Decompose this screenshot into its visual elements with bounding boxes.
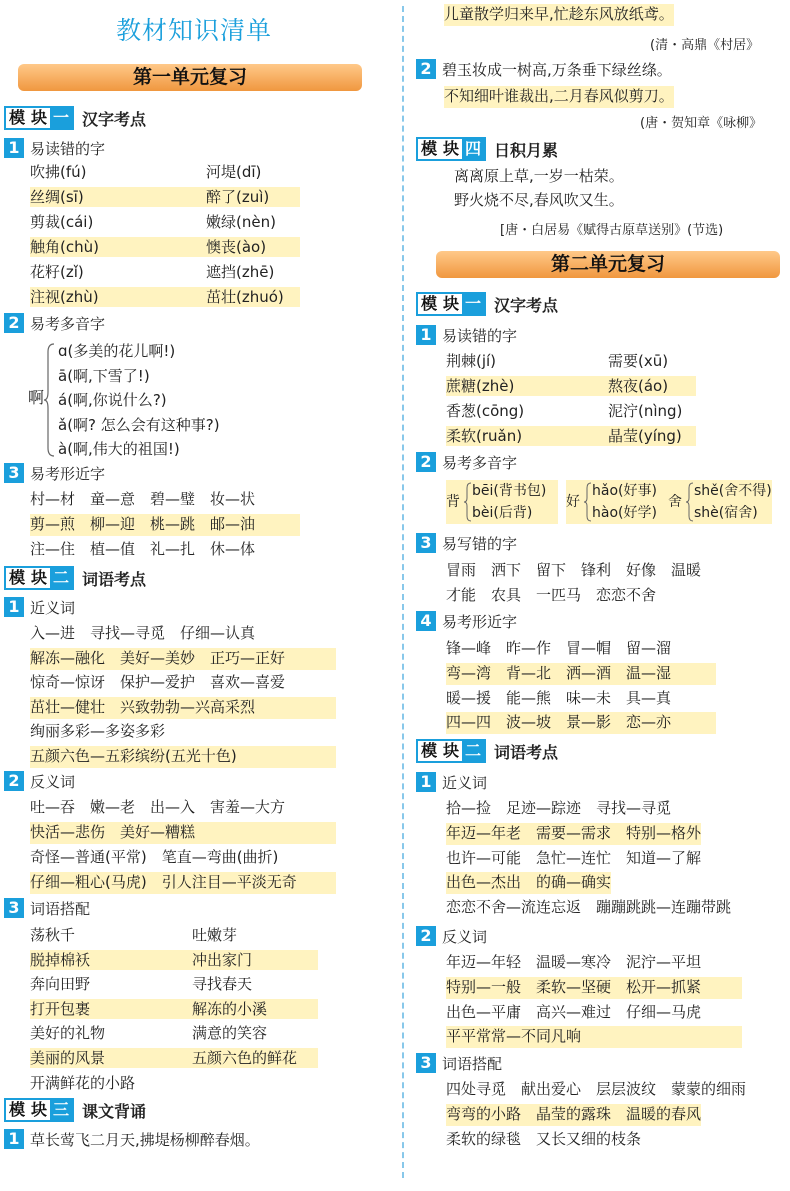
text-line: 冲出家门 [192, 950, 253, 969]
text-line: 河堤(dī) [206, 163, 262, 181]
text-line: 注—住 植—值 礼—扎 休—体 [30, 540, 256, 558]
text-line: 花籽(zǐ) [30, 263, 84, 281]
text-line: 熬夜(áo) [608, 377, 669, 395]
text-line: hào(好学) [592, 505, 657, 521]
text-line: 美丽的风景 [30, 1049, 106, 1067]
u1m1-s2-header: 2 易考多音字 [4, 312, 105, 334]
u1m1-s1-header: 1 易读错的字 [4, 137, 105, 159]
module-title: 词语考点 [82, 569, 147, 589]
poem-source: (唐・贺知章《咏柳》 [640, 116, 763, 131]
unit2-module1-header [416, 291, 558, 317]
text-line: 五颜六色—五彩缤纷(五光十色) [30, 746, 336, 768]
module-title: 汉字考点 [82, 109, 147, 129]
u2m1-s4-header: 4 易考形近字 [416, 610, 517, 632]
column-divider [402, 6, 404, 1178]
module-label: 模 块 二 [4, 566, 74, 590]
text-line: à(啊,伟大的祖国!) [58, 440, 180, 458]
module4-header [416, 136, 558, 162]
text-line: hǎo(好事) [592, 483, 657, 499]
poem-source: [唐・白居易《赋得古原草送别》(节选) [500, 223, 724, 238]
text-line: 恋恋不舍—流连忘返 蹦蹦跳跳—连蹦带跳 [446, 898, 732, 917]
text-line: 丝绸(sī) [30, 188, 84, 206]
text-line: 吐—吞 嫩—老 出—入 害羞—大方 [30, 798, 286, 816]
text-line: 荡秋千 [30, 926, 76, 944]
unit1-banner: 第一单元复习 [18, 64, 362, 91]
text-line: 奇怪—普通(平常) 笔直—弯曲(曲折) [30, 848, 279, 866]
u2m1-s1-header: 1 易读错的字 [416, 324, 517, 346]
text-line: 四处寻觅 献出爱心 层层波纹 蒙蒙的细雨 [446, 1080, 747, 1098]
text-line: 茁壮(zhuó) [206, 288, 284, 306]
text-line: 拾—捡 足迹—踪迹 寻找—寻觅 [446, 799, 672, 817]
unit1-module3-header [4, 1097, 146, 1123]
text-line: 冒雨 洒下 留下 锋利 好像 温暖 [446, 561, 702, 579]
module-title: 课文背诵 [82, 1101, 147, 1121]
text-line: shè(宿舍) [694, 505, 758, 521]
u2m2-s3-header: 3 词语搭配 [416, 1052, 502, 1074]
brace-icon [584, 482, 592, 522]
module-title: 日积月累 [494, 140, 559, 160]
poem-line: 儿童散学归来早,忙趁东风放纸鸢。 [444, 4, 674, 26]
poem2: 2 碧玉妆成一树高,万条垂下绿丝绦。 [416, 58, 672, 80]
polyphone-char: 好 [566, 494, 580, 510]
text-line: 弯—湾 背—北 洒—酒 温—湿 [446, 663, 716, 685]
module-label: 模 块 二 [416, 739, 486, 763]
text-line: 泥泞(nìng) [608, 402, 683, 420]
text-line: 剪—煎 柳—迎 桃—跳 邮—油 [30, 514, 300, 536]
text-line: 嫩绿(nèn) [206, 213, 276, 231]
text-line: 暖—援 能—熊 味—未 具—真 [446, 688, 672, 707]
text-line: bēi(背书包) [472, 483, 547, 499]
u1m2-s1-header: 1 近义词 [4, 596, 75, 618]
u1m2-s3-header: 3 词语搭配 [4, 897, 90, 919]
u1m1-s3-header: 3 易考形近字 [4, 462, 105, 484]
u2m1-s2-header: 2 易考多音字 [416, 451, 517, 473]
text-line: 开满鲜花的小路 [30, 1073, 136, 1092]
unit2-module2-header [416, 738, 558, 764]
brace-icon [686, 482, 694, 522]
text-line: 奔向田野 [30, 975, 91, 994]
text-line: 弯弯的小路 晶莹的露珠 温暖的春风 [446, 1104, 701, 1126]
text-line: 香葱(cōng) [446, 402, 525, 420]
brace-icon [44, 342, 56, 458]
text-line: bèi(后背) [472, 505, 533, 521]
text-line: 仔细—粗心(马虎) 引人注目—平淡无奇 [30, 872, 336, 894]
text-line: 四—四 波—坡 景—影 恋—亦 [446, 712, 716, 734]
u2m2-s2-header: 2 反义词 [416, 925, 487, 947]
text-line: á(啊,你说什么?) [58, 391, 167, 409]
text-line: 锋—峰 昨—作 冒—帽 留—溜 [446, 639, 672, 657]
unit1-module1-header [4, 105, 146, 131]
text-line: 脱掉棉袄 [30, 950, 91, 969]
text-line: 吐嫩芽 [192, 926, 238, 944]
module-label: 模 块 四 [416, 137, 486, 161]
text-line: 需要(xū) [608, 352, 669, 370]
text-line: 才能 农具 一匹马 恋恋不舍 [446, 585, 657, 604]
text-line: 年迈—年轻 温暖—寒冷 泥泞—平坦 [446, 953, 702, 971]
module-label: 模 块 一 [416, 292, 486, 316]
module-title: 汉字考点 [494, 295, 559, 315]
u2m2-s1-header: 1 近义词 [416, 771, 487, 793]
poem-line: 离离原上草,一岁一枯荣。 [454, 167, 624, 185]
text-line: 剪裁(cái) [30, 213, 94, 231]
text-line: 也许—可能 急忙—连忙 知道—了解 [446, 848, 702, 867]
text-line: 注视(zhù) [30, 288, 99, 306]
poem-line: 不知细叶谁裁出,二月春风似剪刀。 [444, 86, 674, 108]
text-line: 吹拂(fú) [30, 163, 87, 181]
text-line: ɑ(多美的花儿啊!) [58, 342, 176, 360]
text-line: 出色—平庸 高兴—难过 仔细—马虎 [446, 1002, 702, 1021]
text-line: 解冻的小溪 [192, 999, 268, 1018]
unit1-module2-header [4, 565, 146, 591]
brace-icon [464, 482, 472, 522]
u2m1-s3-header: 3 易写错的字 [416, 532, 517, 554]
text-line: 平平常常—不同凡响 [446, 1026, 742, 1048]
text-line: 打开包裹 [30, 999, 91, 1018]
text-line: 惊奇—惊讶 保护—爱护 喜欢—喜爱 [30, 673, 286, 692]
text-line: 村—材 童—意 碧—璧 妆—状 [30, 490, 256, 508]
polyphone-char: 啊 [28, 388, 45, 407]
module-label: 模 块 一 [4, 106, 74, 130]
polyphone-char: 背 [446, 494, 460, 510]
text-line: ā(啊,下雪了!) [58, 366, 150, 385]
text-line: 寻找春天 [192, 975, 253, 994]
text-line: shě(舍不得) [694, 483, 772, 499]
text-line: 蔗糖(zhè) [446, 377, 515, 395]
text-line: 柔软的绿毯 又长又细的枝条 [446, 1129, 642, 1148]
text-line: 解冻—融化 美好—美妙 正巧—正好 [30, 648, 336, 670]
poem-line: 野火烧不尽,春风吹又生。 [454, 191, 624, 209]
text-line: 特别—一般 柔软—坚硬 松开—抓紧 [446, 977, 742, 999]
poem-source: (清・高鼎《村居》 [650, 38, 760, 53]
text-line: ǎ(啊? 怎么会有这种事?) [58, 415, 220, 434]
text-line: 年迈—年老 需要—需求 特别—格外 [446, 823, 701, 845]
text-line: 触角(chù) [30, 238, 99, 256]
u1m2-s2-header: 2 反义词 [4, 770, 75, 792]
module-title: 词语考点 [494, 742, 559, 762]
unit2-banner: 第二单元复习 [436, 251, 780, 278]
text-line: 满意的笑容 [192, 1024, 268, 1043]
text-line: 醉了(zuì) [206, 188, 270, 206]
text-line: 柔软(ruǎn) [446, 427, 523, 445]
text-line: 五颜六色的鲜花 [192, 1049, 298, 1067]
page-title: 教材知识清单 [116, 16, 273, 45]
text-line: 晶莹(yíng) [608, 427, 682, 445]
text-line: 茁壮—健壮 兴致勃勃—兴高采烈 [30, 697, 336, 719]
polyphone-char: 舍 [668, 494, 682, 510]
text-line: 荆棘(jí) [446, 352, 497, 370]
text-line: 出色—杰出 的确—确实 [446, 872, 611, 894]
text-line: 遮挡(zhē) [206, 263, 275, 281]
text-line: 懊丧(ào) [206, 238, 267, 256]
text-line: 绚丽多彩—多姿多彩 [30, 722, 166, 741]
text-line: 美好的礼物 [30, 1024, 106, 1043]
u1m3-s1: 1 草长莺飞二月天,拂堤杨柳醉春烟。 [4, 1128, 260, 1150]
text-line: 快活—悲伤 美好—糟糕 [30, 822, 336, 844]
text-line: 入—进 寻找—寻觅 仔细—认真 [30, 624, 256, 642]
module-label: 模 块 三 [4, 1098, 74, 1122]
